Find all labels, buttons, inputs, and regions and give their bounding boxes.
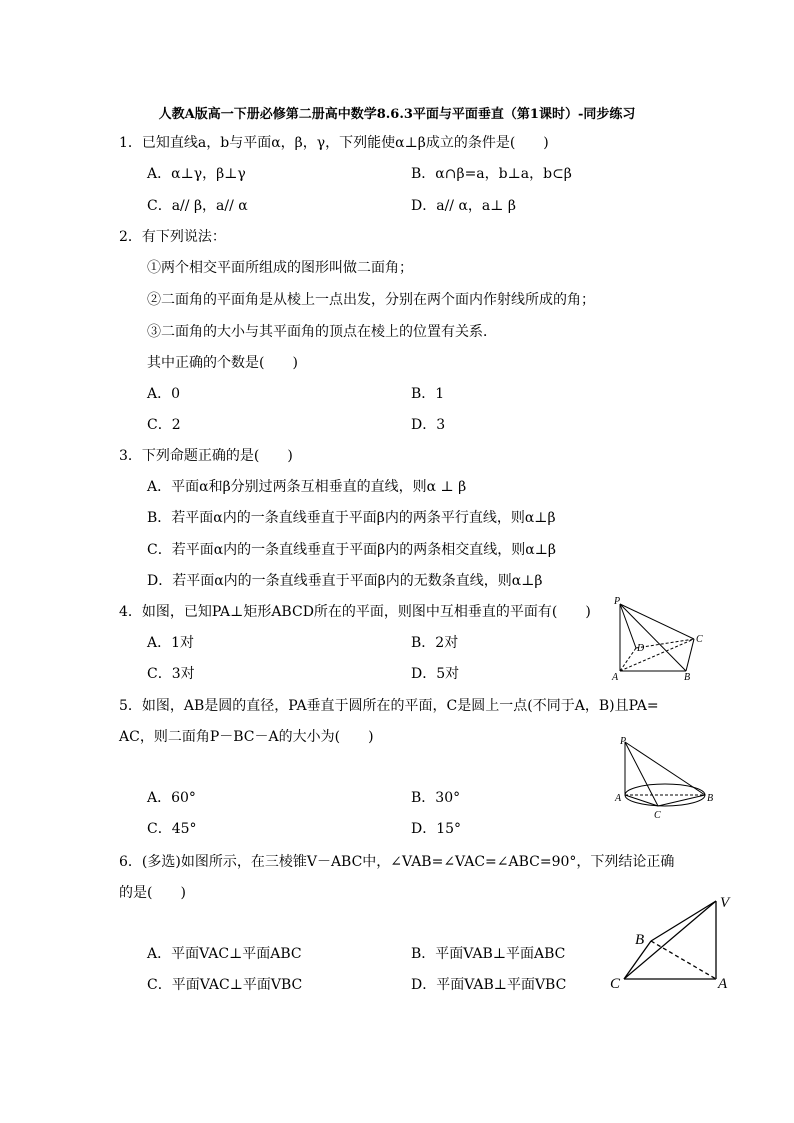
q6-label-c: C (610, 976, 621, 992)
q6-option-b: B．平面VAB⊥平面ABC (411, 946, 566, 962)
q6-option-a: A．平面VAC⊥平面ABC (147, 946, 302, 962)
q5-label-p: P (620, 736, 627, 747)
q4-pyramid-figure (606, 596, 716, 682)
q4-label-b: B (684, 672, 691, 683)
q4-option-c: C．3对 (147, 666, 195, 682)
q4-label-d: D (637, 643, 645, 654)
q4-label-c: C (696, 634, 703, 645)
q5-stem-line1: 5．如图，AB是圆的直径，PA垂直于圆所在的平面，C是圆上一点(不同于A，B)且PA= (119, 698, 659, 714)
q5-label-a: A (615, 793, 622, 804)
page-title: 人教A版高一下册必修第二册高中数学8.6.3平面与平面垂直（第1课时）-同步练习 (158, 107, 636, 122)
q2-option-b: B．1 (411, 386, 445, 402)
q2-option-d: D．3 (411, 417, 446, 433)
q6-label-b: B (635, 932, 645, 948)
q4-label-a: A (612, 672, 619, 683)
q6-option-c: C．平面VAC⊥平面VBC (147, 977, 303, 993)
q5-label-c: C (654, 810, 661, 821)
q4-option-d: D．5对 (411, 666, 460, 682)
q6-label-a: A (718, 976, 728, 992)
q3-stem: 3．下列命题正确的是( ) (119, 448, 293, 464)
q2-statement-2: ②二面角的平面角是从棱上一点出发，分别在两个面内作射线所成的角； (147, 292, 595, 308)
q6-label-v: V (720, 895, 730, 911)
q6-stem-line2: 的是( ) (119, 885, 186, 901)
q2-statement-3: ③二面角的大小与其平面角的顶点在棱上的位置有关系． (147, 324, 497, 340)
q1-option-d: D．a// α，a⊥ β (411, 198, 516, 214)
q3-option-c: C．若平面α内的一条直线垂直于平面β内的两条相交直线，则α⊥β (147, 542, 556, 558)
q2-stem: 2．有下列说法： (119, 229, 226, 245)
q4-label-p: P (614, 596, 621, 607)
q1-stem: 1．已知直线a，b与平面α，β，γ，下列能使α⊥β成立的条件是( ) (119, 135, 549, 151)
q3-option-a: A．平面α和β分别过两条互相垂直的直线，则α ⊥ β (147, 479, 467, 495)
q1-option-b: B．α∩β=a，b⊥a，b⊂β (411, 166, 572, 182)
q5-option-b: B．30° (411, 790, 461, 806)
q4-option-a: A．1对 (147, 635, 195, 651)
q5-option-a: A．60° (147, 790, 196, 806)
q2-statement-1: ①两个相交平面所组成的图形叫做二面角； (147, 260, 413, 276)
q4-stem: 4．如图，已知PA⊥矩形ABCD所在的平面，则图中互相垂直的平面有( ) (119, 604, 591, 620)
q2-option-a: A．0 (147, 386, 181, 402)
q2-ask: 其中正确的个数是( ) (147, 355, 298, 371)
q5-label-b: B (707, 793, 714, 804)
q5-stem-line2: AC，则二面角P－BC－A的大小为( ) (119, 729, 374, 745)
q6-tetrahedron-figure (606, 892, 736, 996)
q6-option-d: D．平面VAB⊥平面VBC (411, 977, 567, 993)
q1-option-a: A．α⊥γ，β⊥γ (147, 166, 246, 182)
q4-option-b: B．2对 (411, 635, 459, 651)
q3-option-d: D．若平面α内的一条直线垂直于平面β内的无数条直线，则α⊥β (147, 573, 543, 589)
q1-option-c: C．a// β，a// α (147, 198, 248, 214)
q6-stem-line1: 6．(多选)如图所示，在三棱锥V－ABC中，∠VAB=∠VAC=∠ABC=90°，下列结论正确 (119, 854, 675, 870)
q5-option-d: D．15° (411, 821, 462, 837)
q5-option-c: C．45° (147, 821, 197, 837)
q5-cone-figure (612, 734, 722, 824)
q3-option-b: B．若平面α内的一条直线垂直于平面β内的两条平行直线，则α⊥β (147, 510, 556, 526)
q2-option-c: C．2 (147, 417, 181, 433)
